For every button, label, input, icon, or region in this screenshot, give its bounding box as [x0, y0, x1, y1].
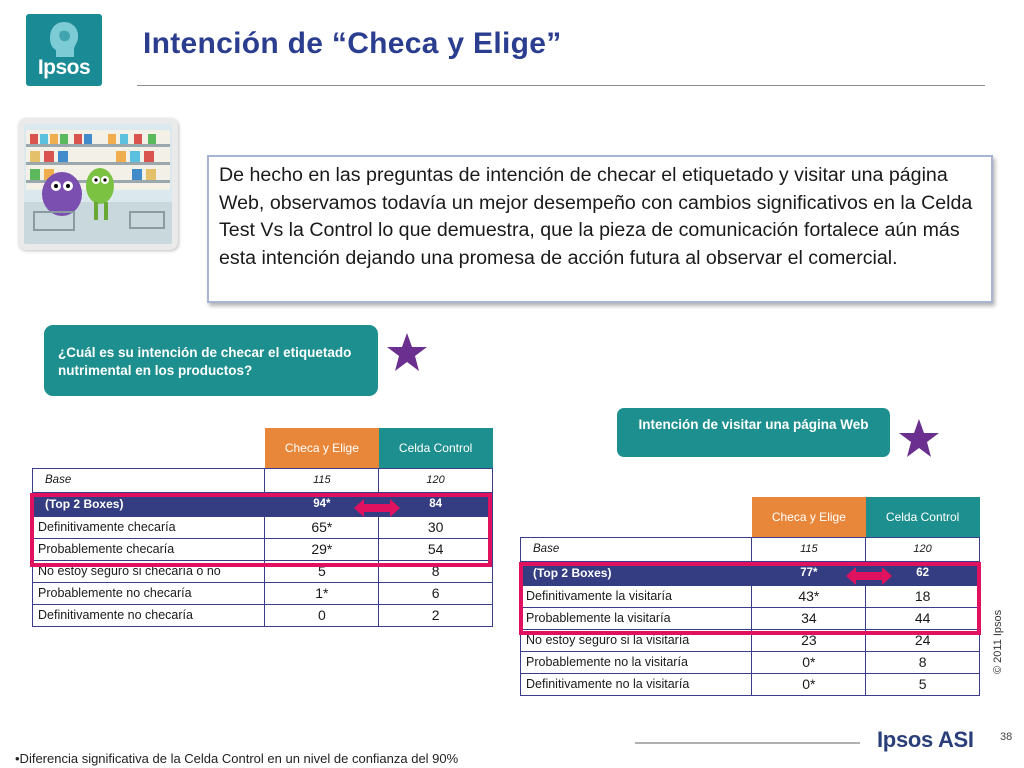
- table-row: Probablemente la visitaría 34 44: [521, 607, 980, 629]
- column-header-checa-y-elige: Checa y Elige: [752, 497, 866, 537]
- double-arrow-icon: [846, 567, 892, 585]
- question-1-callout: ¿Cuál es su intención de checar el etiquetado nutrimental en los productos?: [44, 325, 378, 396]
- double-arrow-icon: [354, 499, 400, 517]
- checar-etiquetado-table: [32, 428, 493, 627]
- column-header-checa-y-elige: Checa y Elige: [265, 428, 379, 468]
- logo-text: Ipsos: [37, 56, 91, 79]
- store-shelves-illustration: [18, 118, 178, 250]
- table-row: Probablemente no la visitaría 0* 8: [521, 651, 980, 673]
- column-header-celda-control: Celda Control: [866, 497, 980, 537]
- footer-brand-logo: Ipsos ASI: [877, 727, 974, 752]
- table-row: No estoy seguro si checaría o no 5 8: [33, 560, 493, 582]
- ipsos-logo-icon: [44, 20, 84, 60]
- footnote: •Diferencia significativa de la Celda Control en un nivel de confianza del 90%: [15, 751, 459, 766]
- page-number: 38: [1000, 731, 1013, 743]
- question-2-callout: Intención de visitar una página Web: [617, 408, 890, 457]
- table-row: Probablemente no checaría 1* 6: [33, 582, 493, 604]
- page-title: Intención de “Checa y Elige”: [143, 27, 562, 60]
- title-divider: [137, 85, 985, 86]
- column-header-celda-control: Celda Control: [379, 428, 493, 468]
- store-illustration-graphic: [24, 124, 172, 244]
- visitar-pagina-web-table: [520, 497, 980, 696]
- star-icon: [386, 332, 428, 372]
- table-row: Definitivamente la visitaría 43* 18: [521, 585, 980, 607]
- ipsos-logo: [26, 14, 102, 86]
- footer-divider: [635, 742, 860, 744]
- star-icon: [898, 418, 940, 458]
- copyright-notice: © 2011 Ipsos: [992, 609, 1004, 674]
- table-row-top2: (Top 2 Boxes) 77* 62: [521, 561, 980, 585]
- table-row: Definitivamente checaría 65* 30: [33, 516, 493, 538]
- table-row: Definitivamente no checaría 0 2: [33, 604, 493, 626]
- table-row: No estoy seguro si la visitaría 23 24: [521, 629, 980, 651]
- table-row-base: Base 115 120: [521, 537, 980, 561]
- description-box: [207, 155, 993, 303]
- table-row: Probablemente checaría 29* 54: [33, 538, 493, 560]
- table-row-base: Base 115 120: [33, 468, 493, 492]
- description-text: De hecho en las preguntas de intención de checar el etiquetado y visitar una página Web, observamos todavía un mejor desempeño con cambios significativos en la Celda Test Vs la Control lo que demuestra, que la pieza de comunicación fortalece aún más esta intención dejando una promesa de acción futura al observar el comercial.: [219, 164, 973, 269]
- table-row-top2: (Top 2 Boxes) 94* 84: [33, 492, 493, 516]
- table-row: Definitivamente no la visitaría 0* 5: [521, 673, 980, 695]
